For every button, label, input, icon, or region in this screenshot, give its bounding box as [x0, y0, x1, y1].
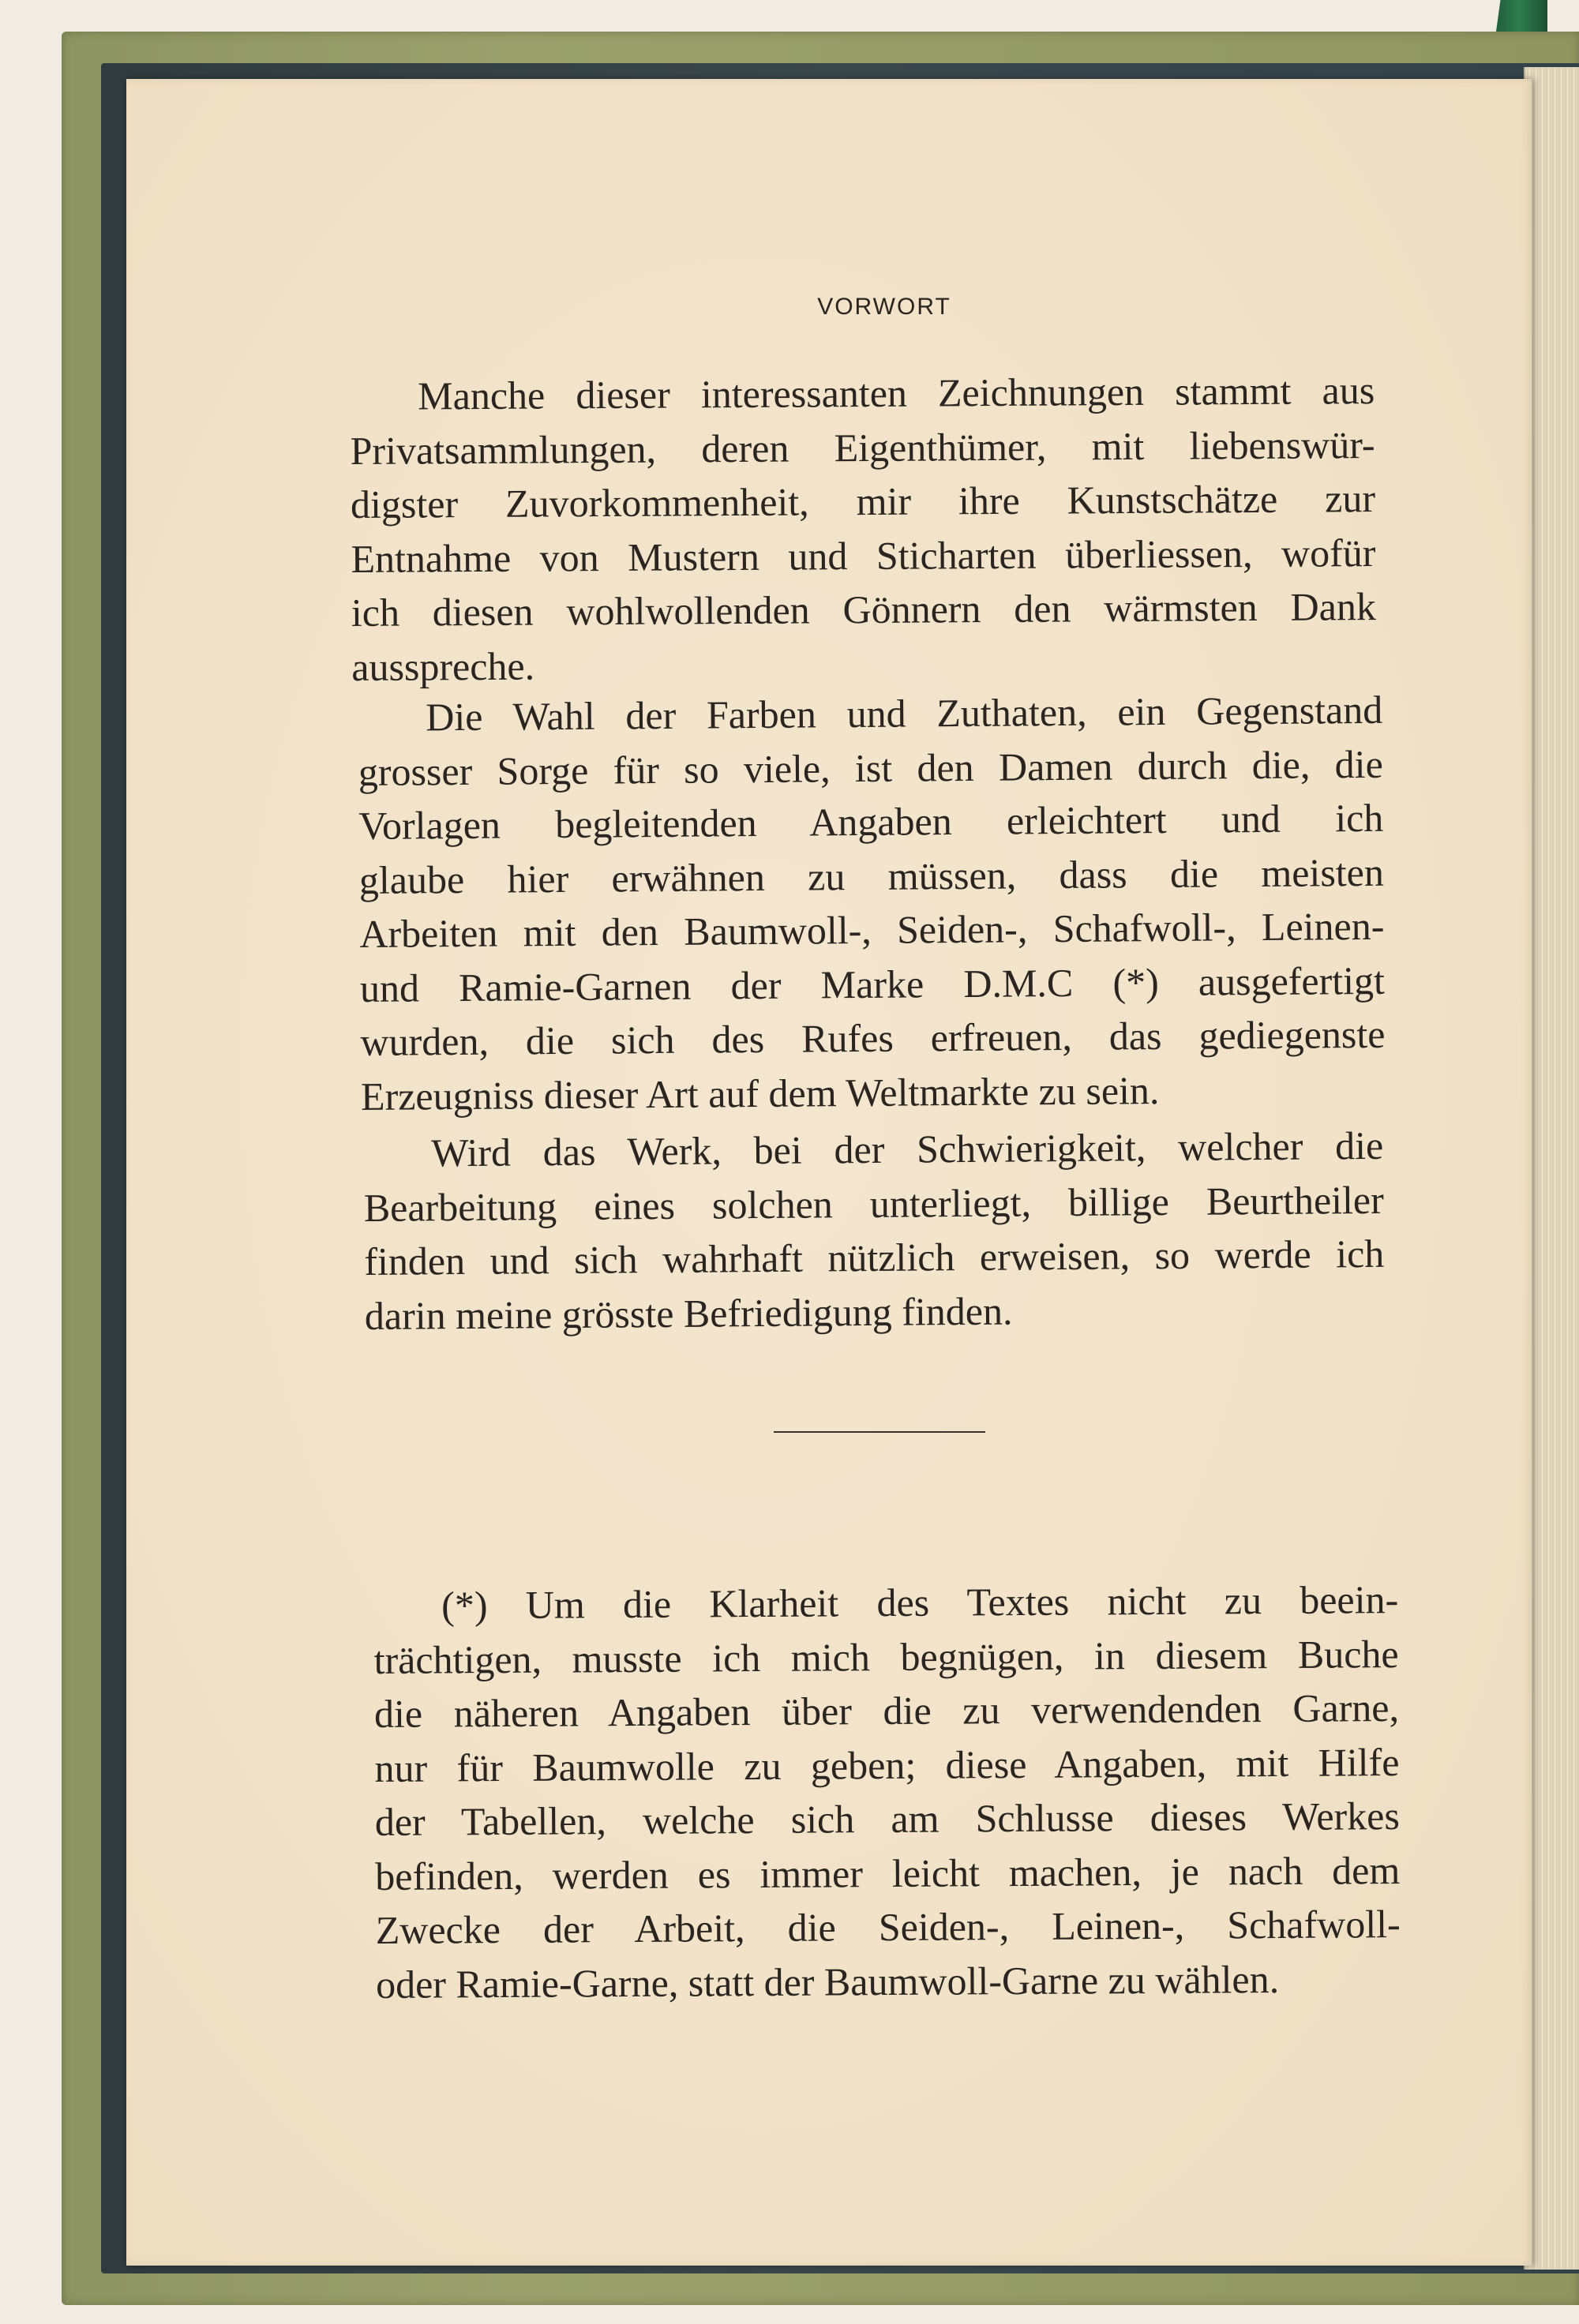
text-line: nur für Baumwolle zu geben; diese Angaben, mit Hilfe	[374, 1739, 1400, 1790]
page-heading: VORWORT	[817, 294, 951, 320]
text-line: Wird das Werk, bei der Schwierigkeit, welcher die	[431, 1123, 1384, 1175]
text-line: Die Wahl der Farben und Zuthaten, ein Gegenstand	[426, 687, 1383, 740]
text-line: befinden, werden es immer leicht machen, je nach dem	[375, 1847, 1401, 1899]
text-line: digster Zuvorkommenheit, mir ihre Kunstschätze zur	[350, 476, 1376, 527]
text-line: Privatsammlungen, deren Eigenthümer, mit liebenswür-	[350, 422, 1375, 473]
text-line: Entnahme von Mustern und Sticharten überliessen, wofür	[351, 530, 1376, 581]
text-line: finden und sich wahrhaft nützlich erweisen, so werde ich	[364, 1231, 1385, 1284]
text-line: ausspreche.	[351, 643, 535, 689]
text-line: Manche dieser interessanten Zeichnungen stammt aus	[418, 368, 1375, 418]
text-line: wurden, die sich des Rufes erfreuen, das gediegenste	[360, 1011, 1386, 1064]
text-line: Vorlagen begleitenden Angaben erleichtert und ich	[358, 795, 1384, 848]
text-line: darin meine grösste Befriedigung finden.	[364, 1288, 1013, 1338]
text-line: der Tabellen, welche sich am Schlusse dieses Werkes	[374, 1794, 1401, 1844]
text-line: oder Ramie-Garne, statt der Baumwoll-Garne zu wählen.	[375, 1956, 1280, 2007]
footnote-separator-rule	[774, 1431, 985, 1433]
text-line: glaube hier erwähnen zu müssen, dass die meisten	[358, 849, 1385, 902]
text-line: (*) Um die Klarheit des Textes nicht zu beein-	[441, 1577, 1399, 1628]
text-line: grosser Sorge für so viele, ist den Damen durch die, die	[358, 741, 1383, 794]
paragraph-3	[363, 1119, 1385, 1343]
paragraph-2	[358, 683, 1386, 1123]
text-line: trächtigen, musste ich mich begnügen, in diesem Buche	[373, 1631, 1399, 1682]
text-line: die näheren Angaben über die zu verwendenden Garne,	[373, 1685, 1400, 1736]
text-line: und Ramie-Garnen der Marke D.M.C (*) ausgefertigt	[359, 958, 1386, 1010]
text-line: Bearbeitung eines solchen unterliegt, billige Beurtheiler	[363, 1177, 1384, 1230]
text-line: Zwecke der Arbeit, die Seiden-, Leinen-, Schafwoll-	[375, 1902, 1401, 1952]
footnote	[373, 1572, 1401, 2011]
text-line: Erzeugniss dieser Art auf dem Weltmarkte zu sein.	[360, 1067, 1160, 1119]
text-line: Arbeiten mit den Baumwoll-, Seiden-, Schafwoll-, Leinen-	[359, 903, 1385, 956]
paragraph-1	[350, 363, 1376, 694]
text-line: ich diesen wohlwollenden Gönnern den wärmsten Dank	[351, 584, 1377, 635]
